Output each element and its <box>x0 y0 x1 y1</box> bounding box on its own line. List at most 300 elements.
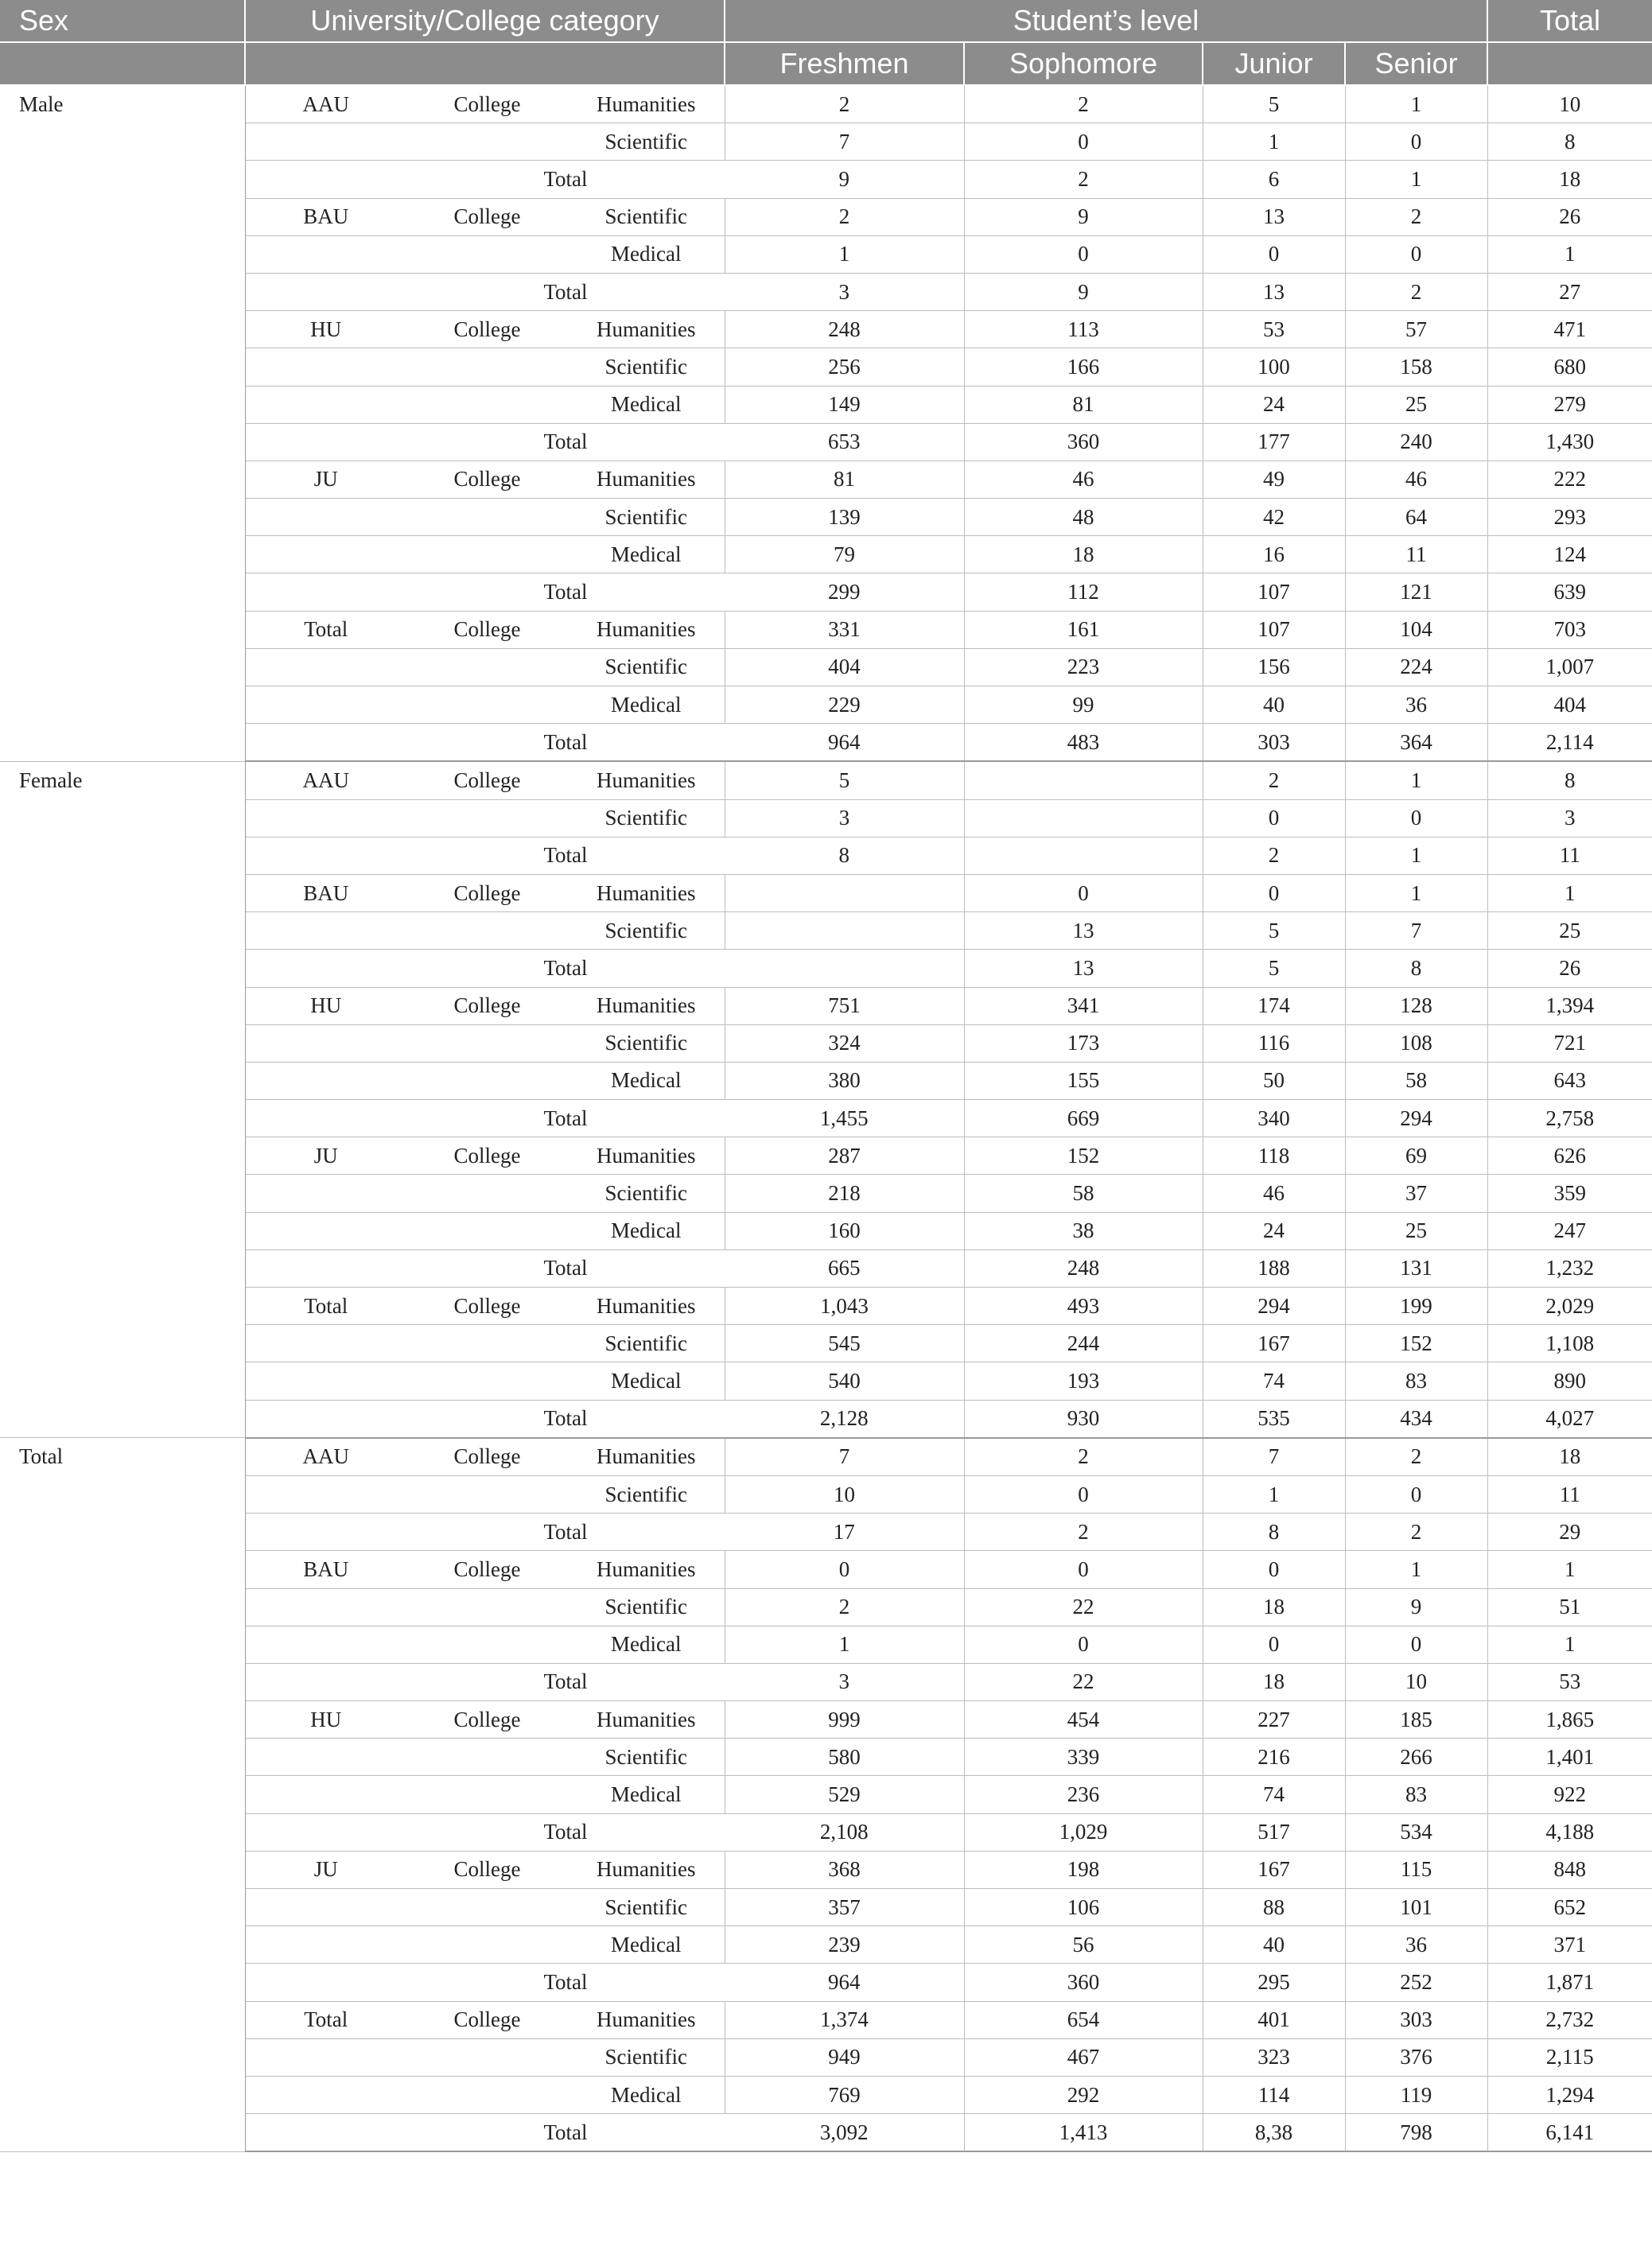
category-cell: Humanities <box>568 1288 725 1325</box>
table-row <box>0 1776 1652 1813</box>
category-cell: Humanities <box>568 1851 725 1888</box>
sophomore-cell: 113 <box>964 311 1203 348</box>
junior-cell: 0 <box>1203 874 1345 911</box>
subtotal-label: Total <box>406 1100 725 1137</box>
total-cell: 26 <box>1487 198 1652 235</box>
college-cell <box>406 1062 568 1099</box>
table-row <box>0 85 1652 123</box>
freshmen-cell: 2 <box>725 198 964 235</box>
junior-cell: 13 <box>1203 273 1345 310</box>
junior-cell: 7 <box>1203 1438 1345 1476</box>
category-cell: Humanities <box>568 1137 725 1175</box>
total-cell: 1,108 <box>1487 1325 1652 1362</box>
sophomore-cell: 248 <box>964 1249 1203 1287</box>
college-cell <box>406 1362 568 1400</box>
table-row <box>0 573 1652 611</box>
senior-cell: 240 <box>1345 423 1487 460</box>
header-blank <box>1487 42 1652 85</box>
junior-cell: 5 <box>1203 912 1345 950</box>
freshmen-cell: 10 <box>725 1475 964 1513</box>
table-row <box>0 1889 1652 1926</box>
college-cell: College <box>406 198 568 235</box>
table-row <box>0 1964 1652 2001</box>
category-cell: Humanities <box>568 460 725 498</box>
total-cell: 4,027 <box>1487 1400 1652 1438</box>
senior-cell: 0 <box>1345 799 1487 837</box>
freshmen-cell: 324 <box>725 1024 964 1062</box>
sophomore-cell: 0 <box>964 1475 1203 1513</box>
college-cell: College <box>406 311 568 348</box>
senior-cell: 1 <box>1345 874 1487 911</box>
category-cell: Medical <box>568 1776 725 1813</box>
senior-cell: 25 <box>1345 386 1487 423</box>
total-cell: 2,758 <box>1487 1100 1652 1137</box>
senior-cell: 199 <box>1345 1288 1487 1325</box>
sophomore-cell <box>964 761 1203 799</box>
table-row <box>0 1024 1652 1062</box>
total-cell: 2,114 <box>1487 724 1652 762</box>
university-cell <box>245 1024 406 1062</box>
subtotal-label: Total <box>406 724 725 762</box>
category-cell: Humanities <box>568 611 725 648</box>
header-junior: Junior <box>1203 42 1345 85</box>
subtotal-label: Total <box>406 161 725 198</box>
college-cell: College <box>406 987 568 1024</box>
total-cell: 721 <box>1487 1024 1652 1062</box>
university-cell <box>245 573 406 611</box>
college-cell <box>406 1739 568 1776</box>
university-cell <box>245 799 406 837</box>
sophomore-cell <box>964 799 1203 837</box>
sophomore-cell: 56 <box>964 1926 1203 1964</box>
freshmen-cell: 580 <box>725 1739 964 1776</box>
sophomore-cell: 18 <box>964 536 1203 573</box>
college-cell: College <box>406 1137 568 1175</box>
category-cell: Scientific <box>568 648 725 686</box>
senior-cell: 0 <box>1345 235 1487 273</box>
university-cell <box>245 1175 406 1212</box>
freshmen-cell: 665 <box>725 1249 964 1287</box>
junior-cell: 114 <box>1203 2076 1345 2113</box>
table-row <box>0 837 1652 874</box>
total-cell: 29 <box>1487 1514 1652 1551</box>
freshmen-cell: 8 <box>725 837 964 874</box>
junior-cell: 0 <box>1203 1626 1345 1663</box>
total-cell: 359 <box>1487 1175 1652 1212</box>
sophomore-cell: 58 <box>964 1175 1203 1212</box>
sophomore-cell: 1,029 <box>964 1813 1203 1851</box>
header-sophomore: Sophomore <box>964 42 1203 85</box>
table-row <box>0 1588 1652 1626</box>
total-cell: 18 <box>1487 1438 1652 1476</box>
total-cell: 11 <box>1487 1475 1652 1513</box>
junior-cell: 74 <box>1203 1776 1345 1813</box>
header-row-bottom <box>0 42 1652 85</box>
total-cell: 1,401 <box>1487 1739 1652 1776</box>
sophomore-cell: 223 <box>964 648 1203 686</box>
sophomore-cell: 38 <box>964 1212 1203 1249</box>
total-cell: 1,232 <box>1487 1249 1652 1287</box>
sophomore-cell: 2 <box>964 1438 1203 1476</box>
college-cell <box>406 648 568 686</box>
university-cell <box>245 1663 406 1700</box>
table-row <box>0 386 1652 423</box>
table-row <box>0 724 1652 762</box>
university-cell: JU <box>245 1851 406 1888</box>
junior-cell: 177 <box>1203 423 1345 460</box>
table-row <box>0 912 1652 950</box>
sophomore-cell: 341 <box>964 987 1203 1024</box>
senior-cell: 1 <box>1345 161 1487 198</box>
university-cell <box>245 423 406 460</box>
university-cell <box>245 161 406 198</box>
freshmen-cell: 3 <box>725 1663 964 1700</box>
senior-cell: 1 <box>1345 761 1487 799</box>
freshmen-cell: 2 <box>725 85 964 123</box>
junior-cell: 156 <box>1203 648 1345 686</box>
freshmen-cell: 380 <box>725 1062 964 1099</box>
college-cell <box>406 1889 568 1926</box>
junior-cell: 46 <box>1203 1175 1345 1212</box>
university-cell: BAU <box>245 1551 406 1588</box>
freshmen-cell: 218 <box>725 1175 964 1212</box>
senior-cell: 58 <box>1345 1062 1487 1099</box>
table-row <box>0 1739 1652 1776</box>
senior-cell: 83 <box>1345 1776 1487 1813</box>
freshmen-cell: 949 <box>725 2038 964 2076</box>
total-cell: 1,007 <box>1487 648 1652 686</box>
total-cell: 703 <box>1487 611 1652 648</box>
junior-cell: 8 <box>1203 1514 1345 1551</box>
freshmen-cell: 1 <box>725 1626 964 1663</box>
junior-cell: 8,38 <box>1203 2114 1345 2152</box>
junior-cell: 100 <box>1203 348 1345 386</box>
college-cell <box>406 799 568 837</box>
university-cell <box>245 2038 406 2076</box>
sophomore-cell: 166 <box>964 348 1203 386</box>
junior-cell: 294 <box>1203 1288 1345 1325</box>
university-cell <box>245 2114 406 2152</box>
junior-cell: 535 <box>1203 1400 1345 1438</box>
university-cell: AAU <box>245 761 406 799</box>
total-cell: 1 <box>1487 1551 1652 1588</box>
college-cell <box>406 686 568 724</box>
senior-cell: 1 <box>1345 1551 1487 1588</box>
category-cell: Medical <box>568 536 725 573</box>
sophomore-cell: 930 <box>964 1400 1203 1438</box>
total-cell: 626 <box>1487 1137 1652 1175</box>
table-row <box>0 198 1652 235</box>
total-cell: 222 <box>1487 460 1652 498</box>
total-cell: 2,029 <box>1487 1288 1652 1325</box>
junior-cell: 6 <box>1203 161 1345 198</box>
subtotal-label: Total <box>406 273 725 310</box>
table-row <box>0 950 1652 987</box>
table-row <box>0 1514 1652 1551</box>
total-cell: 26 <box>1487 950 1652 987</box>
freshmen-cell: 239 <box>725 1926 964 1964</box>
senior-cell: 266 <box>1345 1739 1487 1776</box>
university-cell: HU <box>245 311 406 348</box>
university-cell <box>245 273 406 310</box>
senior-cell: 9 <box>1345 1588 1487 1626</box>
table-row <box>0 499 1652 536</box>
header-student-level: Student’s level <box>725 0 1487 42</box>
total-cell: 643 <box>1487 1062 1652 1099</box>
college-cell: College <box>406 1851 568 1888</box>
senior-cell: 131 <box>1345 1249 1487 1287</box>
total-cell: 247 <box>1487 1212 1652 1249</box>
university-cell <box>245 648 406 686</box>
sophomore-cell: 22 <box>964 1663 1203 1700</box>
table-row <box>0 1851 1652 1888</box>
senior-cell: 2 <box>1345 198 1487 235</box>
freshmen-cell: 5 <box>725 761 964 799</box>
senior-cell: 119 <box>1345 2076 1487 2113</box>
junior-cell: 42 <box>1203 499 1345 536</box>
college-cell <box>406 2076 568 2113</box>
junior-cell: 1 <box>1203 1475 1345 1513</box>
total-cell: 6,141 <box>1487 2114 1652 2152</box>
total-cell: 3 <box>1487 799 1652 837</box>
sophomore-cell: 2 <box>964 85 1203 123</box>
header-freshmen: Freshmen <box>725 42 964 85</box>
senior-cell: 36 <box>1345 1926 1487 1964</box>
freshmen-cell: 331 <box>725 611 964 648</box>
freshmen-cell: 3 <box>725 273 964 310</box>
total-cell: 279 <box>1487 386 1652 423</box>
category-cell: Humanities <box>568 1438 725 1476</box>
sophomore-cell: 467 <box>964 2038 1203 2076</box>
freshmen-cell: 545 <box>725 1325 964 1362</box>
university-cell <box>245 1588 406 1626</box>
table-row <box>0 686 1652 724</box>
table-row <box>0 1400 1652 1438</box>
university-cell <box>245 1400 406 1438</box>
category-cell: Scientific <box>568 799 725 837</box>
freshmen-cell: 540 <box>725 1362 964 1400</box>
junior-cell: 18 <box>1203 1588 1345 1626</box>
total-cell: 652 <box>1487 1889 1652 1926</box>
table-row <box>0 1813 1652 1851</box>
senior-cell: 104 <box>1345 611 1487 648</box>
senior-cell: 36 <box>1345 686 1487 724</box>
university-cell <box>245 386 406 423</box>
college-cell <box>406 123 568 161</box>
sophomore-cell: 13 <box>964 912 1203 950</box>
header-blank <box>0 42 245 85</box>
table-row <box>0 1212 1652 1249</box>
college-cell <box>406 348 568 386</box>
sophomore-cell: 493 <box>964 1288 1203 1325</box>
university-cell <box>245 912 406 950</box>
total-cell: 371 <box>1487 1926 1652 1964</box>
junior-cell: 1 <box>1203 123 1345 161</box>
college-cell: College <box>406 761 568 799</box>
sophomore-cell: 173 <box>964 1024 1203 1062</box>
junior-cell: 88 <box>1203 1889 1345 1926</box>
header-total: Total <box>1487 0 1652 42</box>
category-cell: Medical <box>568 1626 725 1663</box>
junior-cell: 107 <box>1203 611 1345 648</box>
college-cell <box>406 1212 568 1249</box>
total-cell: 2,115 <box>1487 2038 1652 2076</box>
senior-cell: 101 <box>1345 1889 1487 1926</box>
sex-cell: Female <box>0 761 245 1437</box>
table-row <box>0 648 1652 686</box>
senior-cell: 0 <box>1345 1626 1487 1663</box>
subtotal-label: Total <box>406 423 725 460</box>
total-cell: 1,430 <box>1487 423 1652 460</box>
senior-cell: 2 <box>1345 273 1487 310</box>
category-cell: Medical <box>568 686 725 724</box>
college-cell <box>406 1024 568 1062</box>
senior-cell: 121 <box>1345 573 1487 611</box>
junior-cell: 49 <box>1203 460 1345 498</box>
category-cell: Scientific <box>568 499 725 536</box>
senior-cell: 0 <box>1345 123 1487 161</box>
college-cell: College <box>406 460 568 498</box>
junior-cell: 303 <box>1203 724 1345 762</box>
freshmen-cell: 17 <box>725 1514 964 1551</box>
junior-cell: 40 <box>1203 1926 1345 1964</box>
category-cell: Medical <box>568 2076 725 2113</box>
senior-cell: 0 <box>1345 1475 1487 1513</box>
category-cell: Medical <box>568 1926 725 1964</box>
freshmen-cell <box>725 912 964 950</box>
college-cell <box>406 1626 568 1663</box>
university-cell <box>245 123 406 161</box>
junior-cell: 295 <box>1203 1964 1345 2001</box>
freshmen-cell: 2 <box>725 1588 964 1626</box>
total-cell: 11 <box>1487 837 1652 874</box>
senior-cell: 25 <box>1345 1212 1487 1249</box>
table-row <box>0 1100 1652 1137</box>
table-row <box>0 235 1652 273</box>
senior-cell: 37 <box>1345 1175 1487 1212</box>
total-cell: 1 <box>1487 235 1652 273</box>
table-row <box>0 348 1652 386</box>
junior-cell: 50 <box>1203 1062 1345 1099</box>
table-row <box>0 536 1652 573</box>
college-cell: College <box>406 611 568 648</box>
college-cell: College <box>406 1438 568 1476</box>
total-cell: 471 <box>1487 311 1652 348</box>
sex-cell: Male <box>0 85 245 761</box>
university-cell <box>245 1926 406 1964</box>
sophomore-cell: 0 <box>964 1626 1203 1663</box>
table-row <box>0 460 1652 498</box>
total-cell: 1,871 <box>1487 1964 1652 2001</box>
freshmen-cell: 248 <box>725 311 964 348</box>
university-cell <box>245 1062 406 1099</box>
table-body <box>0 85 1652 2151</box>
sophomore-cell: 99 <box>964 686 1203 724</box>
freshmen-cell: 287 <box>725 1137 964 1175</box>
college-cell: College <box>406 2001 568 2038</box>
university-cell <box>245 536 406 573</box>
table-row <box>0 2001 1652 2038</box>
sophomore-cell: 244 <box>964 1325 1203 1362</box>
junior-cell: 2 <box>1203 761 1345 799</box>
university-cell <box>245 1475 406 1513</box>
category-cell: Medical <box>568 1362 725 1400</box>
table-row <box>0 1701 1652 1739</box>
sophomore-cell: 198 <box>964 1851 1203 1888</box>
table-row <box>0 2114 1652 2152</box>
header-blank <box>245 42 725 85</box>
header-row-top <box>0 0 1652 42</box>
total-cell: 1 <box>1487 874 1652 911</box>
subtotal-label: Total <box>406 1514 725 1551</box>
college-cell <box>406 912 568 950</box>
senior-cell: 64 <box>1345 499 1487 536</box>
senior-cell: 158 <box>1345 348 1487 386</box>
junior-cell: 227 <box>1203 1701 1345 1739</box>
junior-cell: 0 <box>1203 1551 1345 1588</box>
table-row <box>0 1325 1652 1362</box>
total-cell: 51 <box>1487 1588 1652 1626</box>
table-row <box>0 1062 1652 1099</box>
college-cell: College <box>406 85 568 123</box>
junior-cell: 107 <box>1203 573 1345 611</box>
university-cell <box>245 1776 406 1813</box>
sophomore-cell: 9 <box>964 198 1203 235</box>
senior-cell: 152 <box>1345 1325 1487 1362</box>
table-row <box>0 799 1652 837</box>
table-row <box>0 1475 1652 1513</box>
senior-cell: 185 <box>1345 1701 1487 1739</box>
freshmen-cell: 3,092 <box>725 2114 964 2152</box>
subtotal-label: Total <box>406 573 725 611</box>
senior-cell: 376 <box>1345 2038 1487 2076</box>
university-cell: BAU <box>245 198 406 235</box>
sophomore-cell: 669 <box>964 1100 1203 1137</box>
table-row <box>0 874 1652 911</box>
total-cell: 4,188 <box>1487 1813 1652 1851</box>
freshmen-cell: 1,455 <box>725 1100 964 1137</box>
sophomore-cell: 236 <box>964 1776 1203 1813</box>
sophomore-cell: 161 <box>964 611 1203 648</box>
freshmen-cell: 0 <box>725 1551 964 1588</box>
sophomore-cell: 48 <box>964 499 1203 536</box>
sophomore-cell: 0 <box>964 1551 1203 1588</box>
university-cell: AAU <box>245 85 406 123</box>
university-cell <box>245 1249 406 1287</box>
junior-cell: 53 <box>1203 311 1345 348</box>
college-cell <box>406 1588 568 1626</box>
table-row <box>0 123 1652 161</box>
category-cell: Medical <box>568 235 725 273</box>
university-cell: JU <box>245 460 406 498</box>
freshmen-cell: 1 <box>725 235 964 273</box>
total-cell: 124 <box>1487 536 1652 573</box>
category-cell: Medical <box>568 1212 725 1249</box>
junior-cell: 401 <box>1203 2001 1345 2038</box>
sophomore-cell: 483 <box>964 724 1203 762</box>
total-cell: 1,294 <box>1487 2076 1652 2113</box>
freshmen-cell: 964 <box>725 1964 964 2001</box>
total-cell: 8 <box>1487 123 1652 161</box>
college-cell <box>406 499 568 536</box>
sophomore-cell: 654 <box>964 2001 1203 2038</box>
category-cell: Humanities <box>568 874 725 911</box>
table-row <box>0 1362 1652 1400</box>
college-cell: College <box>406 1551 568 1588</box>
university-cell <box>245 1739 406 1776</box>
table-row <box>0 1663 1652 1700</box>
table-row <box>0 1137 1652 1175</box>
